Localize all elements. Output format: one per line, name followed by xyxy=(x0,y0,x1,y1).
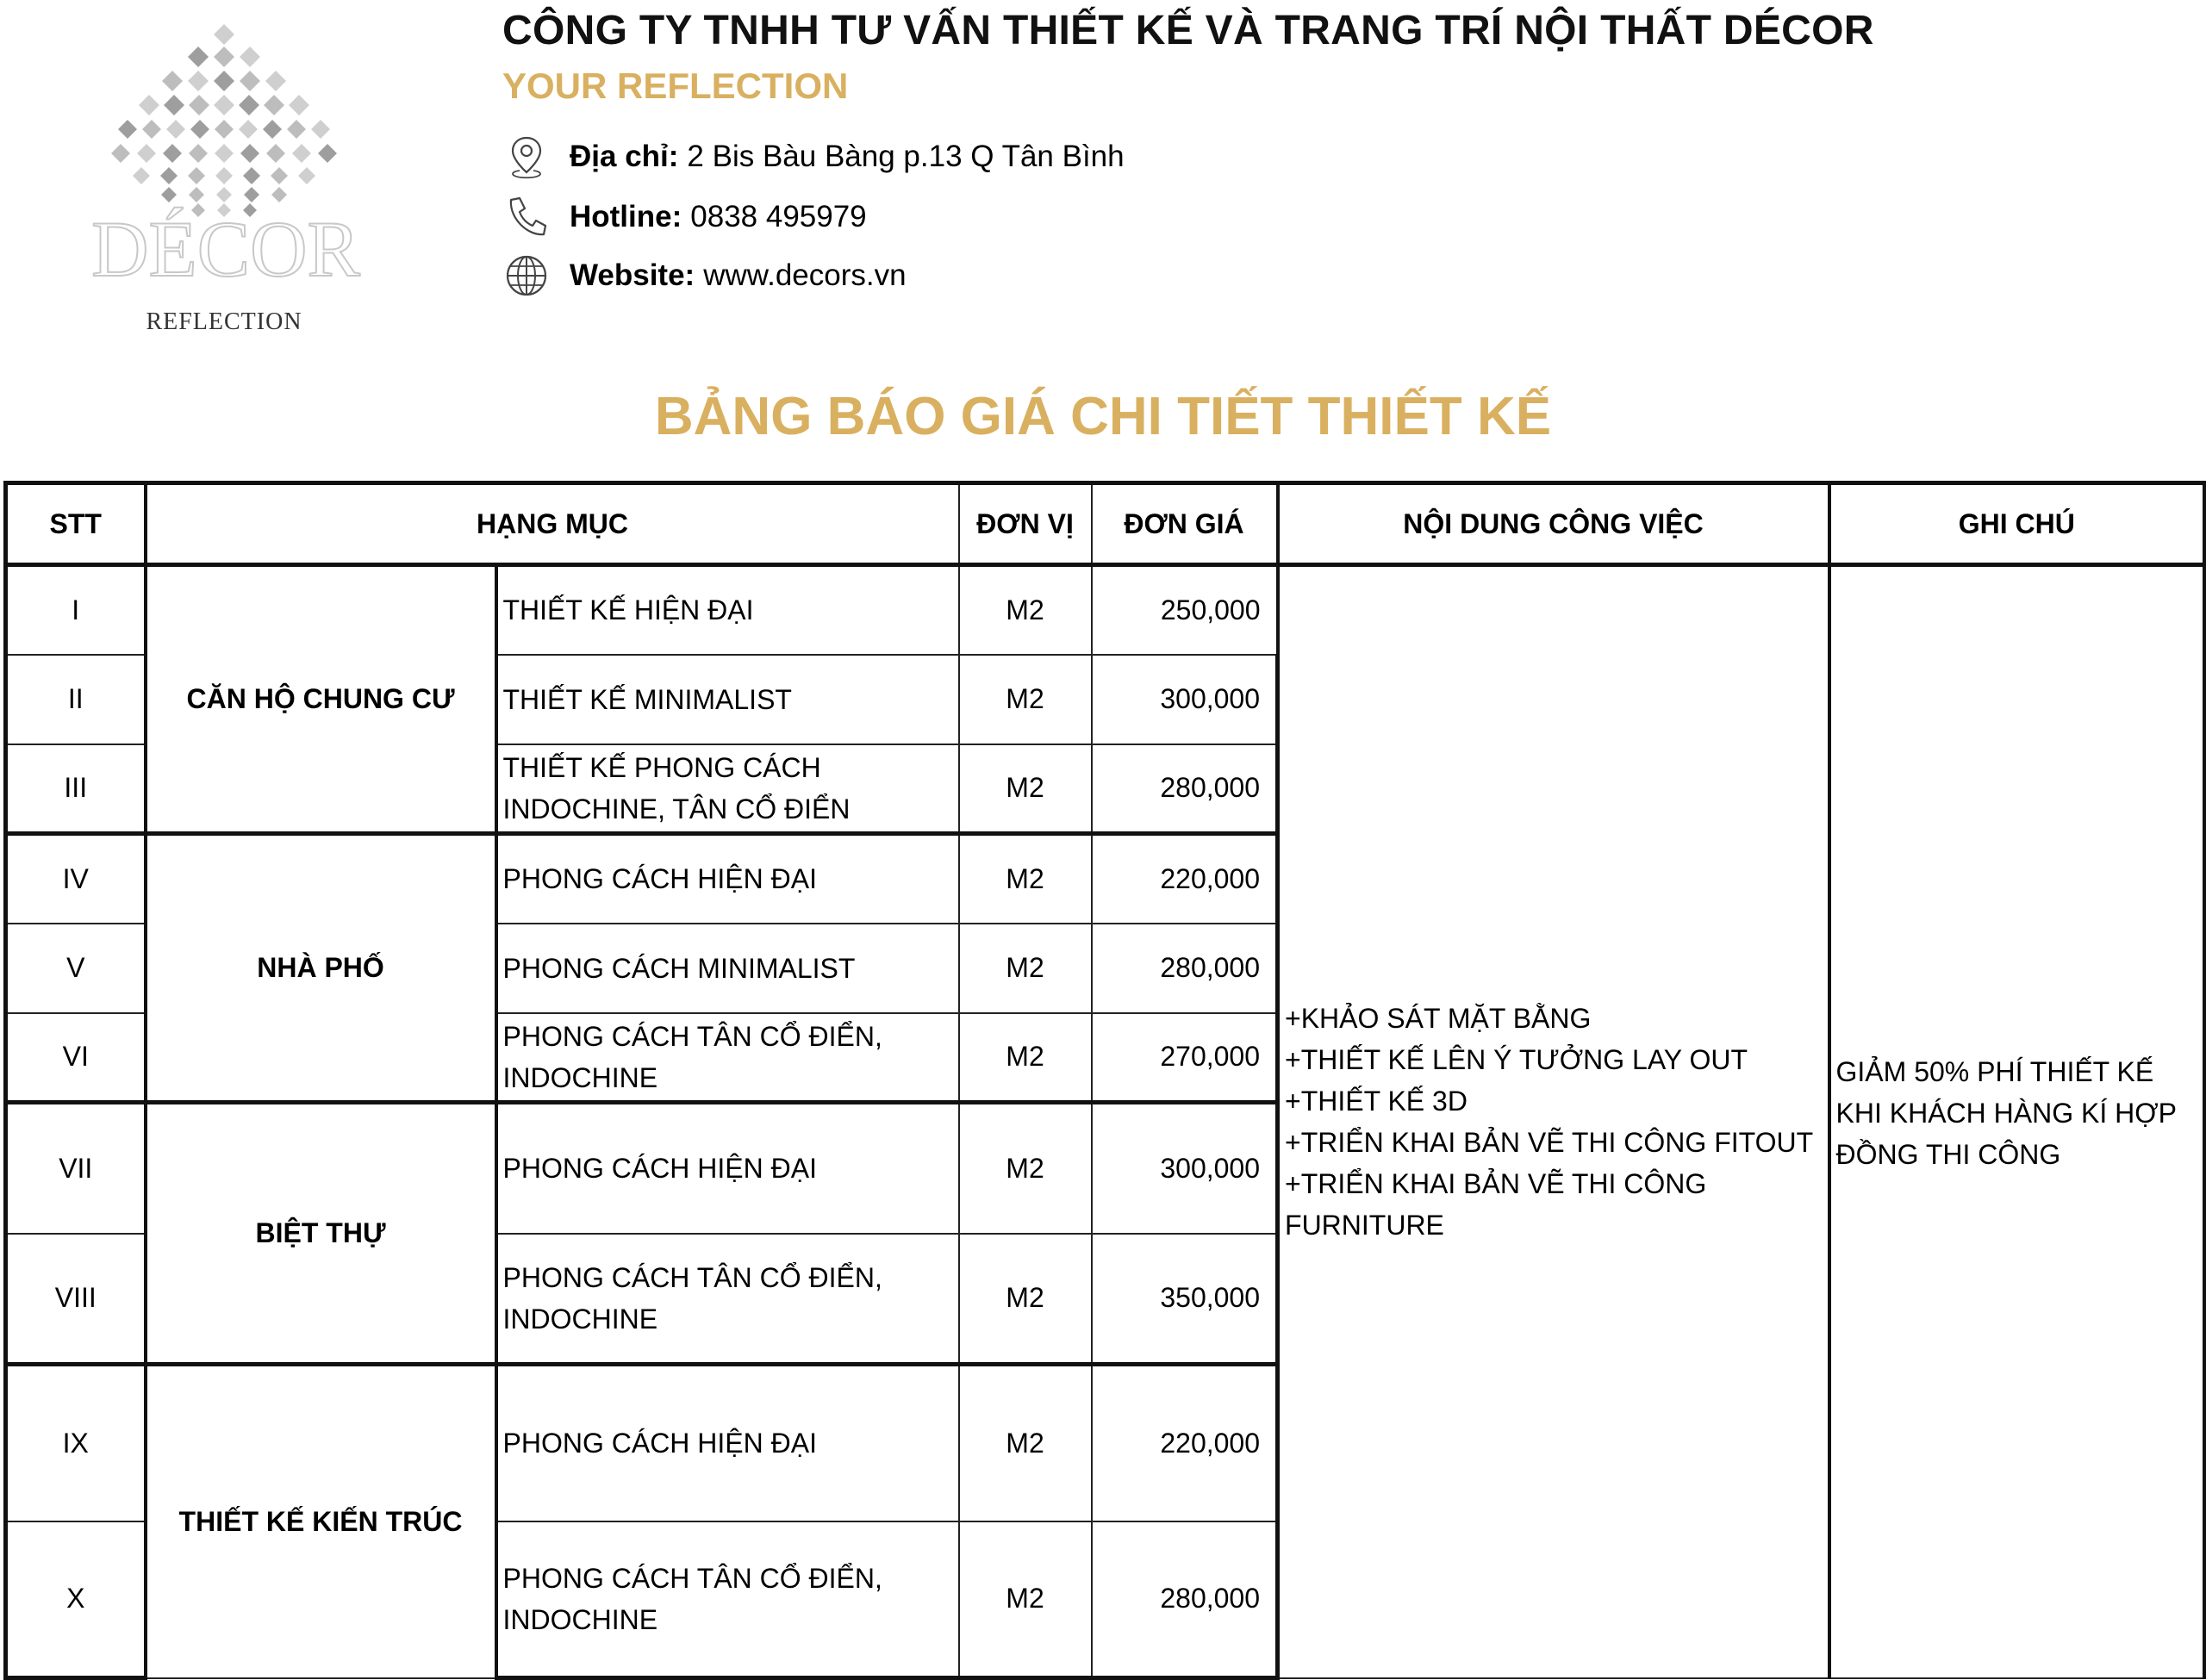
phone-icon xyxy=(502,193,551,241)
price-cell: 280,000 xyxy=(1092,744,1278,834)
item-cell: PHONG CÁCH TÂN CỔ ĐIỂN, INDOCHINE xyxy=(496,1234,959,1365)
logo-diamond xyxy=(188,167,205,184)
price-cell: 250,000 xyxy=(1092,565,1278,655)
logo-diamond xyxy=(166,120,185,139)
note-cell xyxy=(1829,565,2205,1678)
logo-diamond xyxy=(298,167,315,184)
address-label: Địa chỉ: xyxy=(570,140,679,173)
stt-cell: IX xyxy=(6,1365,146,1521)
unit-cell: M2 xyxy=(959,744,1092,834)
price-cell: 280,000 xyxy=(1092,1521,1278,1678)
logo-diamond xyxy=(239,95,259,115)
unit-cell: M2 xyxy=(959,565,1092,655)
price-cell: 280,000 xyxy=(1092,924,1278,1013)
logo-diamond xyxy=(266,144,285,163)
logo-diamond xyxy=(214,24,234,45)
logo-diamond xyxy=(271,167,288,184)
logo-diamond xyxy=(264,95,284,115)
logo-brand-text: DÉCOR xyxy=(91,205,360,293)
stt-cell: VII xyxy=(6,1103,146,1234)
hotline-value: 0838 495979 xyxy=(690,200,867,233)
logo-diamond xyxy=(214,47,234,67)
logo-diamond xyxy=(318,144,337,163)
hotline-label: Hotline: xyxy=(570,200,682,233)
logo-diamond xyxy=(142,120,161,139)
unit-cell: M2 xyxy=(959,1365,1092,1521)
header-stt: STT xyxy=(6,483,146,565)
group-cell: CĂN HỘ CHUNG CƯ xyxy=(146,565,496,834)
header-price: ĐƠN GIÁ xyxy=(1092,483,1278,565)
price-cell: 270,000 xyxy=(1092,1013,1278,1103)
unit-cell: M2 xyxy=(959,834,1092,924)
work-content-line: +THIẾT KẾ 3D xyxy=(1285,1086,1468,1117)
header-content: NỘI DUNG CÔNG VIỆC xyxy=(1278,483,1829,565)
item-cell: PHONG CÁCH HIỆN ĐẠI xyxy=(496,834,959,924)
header-unit: ĐƠN VỊ xyxy=(959,483,1092,565)
logo-diamond xyxy=(139,95,159,115)
logo-diamond xyxy=(161,187,177,202)
logo-diamond xyxy=(162,71,183,91)
logo-diamond xyxy=(118,120,137,139)
unit-cell: M2 xyxy=(959,924,1092,1013)
diamond-logo-icon xyxy=(78,17,388,345)
table-row xyxy=(6,565,2205,655)
price-table xyxy=(3,481,2206,1680)
logo-diamond xyxy=(239,120,258,139)
logo-diamond xyxy=(311,120,330,139)
company-logo xyxy=(78,17,388,345)
work-content-line: +TRIỂN KHAI BẢN VẼ THI CÔNG FURNITURE xyxy=(1285,1168,1707,1241)
logo-diamond xyxy=(188,71,209,91)
logo-diamond xyxy=(164,95,184,115)
work-content-cell xyxy=(1278,565,1829,1678)
work-content-line: +KHẢO SÁT MẶT BẰNG xyxy=(1285,1003,1592,1035)
logo-diamond xyxy=(189,95,209,115)
logo-diamond xyxy=(133,167,150,184)
unit-cell: M2 xyxy=(959,1103,1092,1234)
website-label: Website: xyxy=(570,258,695,292)
work-content-line: +TRIỂN KHAI BẢN VẼ THI CÔNG FITOUT xyxy=(1285,1127,1814,1159)
stt-cell: VI xyxy=(6,1013,146,1103)
stt-cell: V xyxy=(6,924,146,1013)
note-text: GIẢM 50% PHÍ THIẾT KẾ KHI KHÁCH HÀNG KÍ HỢP ĐỒNG THI CÔNG xyxy=(1835,1056,2177,1171)
address-row xyxy=(502,133,1125,181)
website-value[interactable]: www.decors.vn xyxy=(703,258,907,292)
logo-diamond xyxy=(137,144,156,163)
group-cell: NHÀ PHỐ xyxy=(146,834,496,1103)
item-cell: PHONG CÁCH HIỆN ĐẠI xyxy=(496,1365,959,1521)
logo-diamond xyxy=(216,187,232,202)
price-cell: 220,000 xyxy=(1092,834,1278,924)
document-title: BẢNG BÁO GIÁ CHI TIẾT THIẾT KẾ xyxy=(654,387,1552,446)
price-cell: 350,000 xyxy=(1092,1234,1278,1365)
logo-diamond xyxy=(190,120,209,139)
logo-diamond xyxy=(271,187,287,202)
price-cell: 300,000 xyxy=(1092,1103,1278,1234)
address-value: 2 Bis Bàu Bàng p.13 Q Tân Bình xyxy=(687,140,1125,173)
logo-sub-text: REFLECTION xyxy=(146,308,302,335)
globe-icon xyxy=(502,252,551,300)
logo-diamond xyxy=(163,144,182,163)
logo-diamond xyxy=(189,187,204,202)
stt-cell: I xyxy=(6,565,146,655)
price-cell: 220,000 xyxy=(1092,1365,1278,1521)
item-cell: PHONG CÁCH HIỆN ĐẠI xyxy=(496,1103,959,1234)
work-content-line: +THIẾT KẾ LÊN Ý TƯỞNG LAY OUT xyxy=(1285,1044,1748,1076)
logo-diamond xyxy=(243,167,260,184)
stt-cell: VIII xyxy=(6,1234,146,1365)
logo-diamond xyxy=(160,167,178,184)
company-slogan: YOUR REFLECTION xyxy=(502,65,849,106)
logo-diamond xyxy=(214,71,234,91)
item-cell: THIẾT KẾ MINIMALIST xyxy=(496,655,959,744)
stt-cell: IV xyxy=(6,834,146,924)
item-cell: PHONG CÁCH TÂN CỔ ĐIỂN, INDOCHINE xyxy=(496,1013,959,1103)
logo-diamond xyxy=(111,144,130,163)
unit-cell: M2 xyxy=(959,1521,1092,1678)
unit-cell: M2 xyxy=(959,655,1092,744)
group-cell: THIẾT KẾ KIẾN TRÚC xyxy=(146,1365,496,1678)
logo-diamond xyxy=(215,167,233,184)
item-cell: THIẾT KẾ PHONG CÁCH INDOCHINE, TÂN CỔ ĐIỂN xyxy=(496,744,959,834)
company-name: CÔNG TY TNHH TƯ VẤN THIẾT KẾ VÀ TRANG TRÍ NỘI THẤT DÉCOR xyxy=(502,8,1874,53)
logo-diamond xyxy=(263,120,282,139)
hotline-row xyxy=(502,193,867,241)
website-row xyxy=(502,252,907,300)
stt-cell: III xyxy=(6,744,146,834)
logo-diamond xyxy=(215,120,234,139)
logo-diamond xyxy=(240,71,260,91)
logo-diamond xyxy=(240,144,259,163)
logo-diamond xyxy=(287,120,306,139)
logo-diamond xyxy=(214,95,234,115)
logo-diamond xyxy=(240,47,260,67)
logo-diamond xyxy=(292,144,311,163)
logo-diamond xyxy=(244,187,259,202)
header-note: GHI CHÚ xyxy=(1829,483,2205,565)
logo-diamond xyxy=(289,95,309,115)
stt-cell: X xyxy=(6,1521,146,1678)
logo-diamond xyxy=(215,144,234,163)
item-cell: PHONG CÁCH TÂN CỔ ĐIỂN, INDOCHINE xyxy=(496,1521,959,1678)
unit-cell: M2 xyxy=(959,1013,1092,1103)
logo-diamond xyxy=(188,47,209,67)
item-cell: PHONG CÁCH MINIMALIST xyxy=(496,924,959,1013)
logo-diamond xyxy=(189,144,208,163)
logo-diamond xyxy=(265,71,286,91)
header-category: HẠNG MỤC xyxy=(146,483,959,565)
group-cell: BIỆT THỰ xyxy=(146,1103,496,1365)
item-cell: THIẾT KẾ HIỆN ĐẠI xyxy=(496,565,959,655)
table-header-row xyxy=(6,483,2205,565)
location-pin-icon xyxy=(502,133,551,181)
stt-cell: II xyxy=(6,655,146,744)
price-cell: 300,000 xyxy=(1092,655,1278,744)
unit-cell: M2 xyxy=(959,1234,1092,1365)
